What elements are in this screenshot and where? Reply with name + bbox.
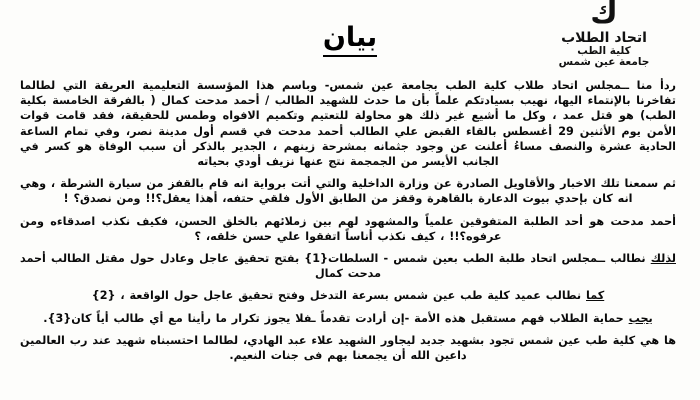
paragraph-demand-1: لذلك نطالب ــمجلس اتحاد طلبة الطب بعين شمس - السلطات{1} بفتح تحقيق عاجل وعادل حول مقتل الطالب أحمد مدحت كمال <box>20 252 676 281</box>
page-title <box>260 22 440 53</box>
paragraph-ministry-account: ثم سمعنا تلك الاخبار والأقاويل الصادرة عن وزارة الداخلية والتي أتت برواية انه قام بالقفز من سيارة الشرطة ، وهي انه كان بإحدي بيوت الدعارة بالقاهرة وقفز من الطابق الأول فلقي حتفه، أهذا يعقل؟!! ومن نصدق؟ ! <box>20 177 676 206</box>
logo-faculty-name: كلية الطب <box>577 45 631 57</box>
logo-mark-icon: ك <box>590 0 618 30</box>
paragraph-demand-2: كما نطالب عميد كلية طب عين شمس بسرعة التدخل وفتح تحقيق عاجل حول الواقعة ، {2} <box>91 289 605 303</box>
document-body <box>14 78 686 363</box>
page-title-text: بيان <box>323 22 377 57</box>
paragraph-character-defense: أحمد مدحت هو أحد الطلبة المتفوقين علمياً والمشهود لهم بين زملائهم بالخلق الحسن، فكيف نكذب اصدقاءه ومن عرفوه؟!! ، كيف نكذب أناساً اتفقوا علي حسن خلقه، ؟ <box>20 214 676 243</box>
logo-university-name: جامعة عين شمس <box>558 55 650 68</box>
paragraph-intro: ردأ منا ــمجلس اتحاد طلاب كلية الطب بجامعة عين شمس- وباسم هذا المؤسسة التعليمية العريقة التي لطالما تفاخرنا بالإنتماء اليها، نهيب بسيادتكم علماً بأن ما حدث للشهيد الطالب / أحمد مدحت كمال ( بالفرقة الخامسة بكلية الطب) هو قتل عمد ، وكل ما أشيع غير ذلك هو محاولة للتعتيم وتكميم الافواه وطمس للحقيقة، فقد قامت قوات الأمن يوم الأثنين 29 أغسطس بالقاء القبض علي الطالب أحمد مدحت في قسم أول مدينة نصر، وفي تمام الساعة الحادية عشرة والنصف مساءُ أعلنت عن وجود جثمانه بمشرحة زينهم ، الجدير بالذكر أن سبب الوفاة هو كسر في الجانب الأيسر من الجمجمة نتج عنها نزيف أودي بحياته <box>20 79 677 169</box>
paragraph-demand-3: يجب حماية الطلاب فهم مستقبل هذه الأمة -إن أرادت تقدماً ـفلا يجوز تكرار ما رأينا مع أي طالب أياً كان{3}. <box>43 311 653 325</box>
student-union-logo <box>524 0 684 67</box>
paragraph-closing: ها هي كلية طب عين شمس تجود بشهيد جديد ليجاور الشهيد علاء عبد الهادي، لطالما احتسبناه شهيد عند رب العالمين داعين الله أن يجمعنا بهم فى جنات النعيم. <box>20 333 676 363</box>
logo-organization-name: اتحاد الطلاب <box>561 30 647 46</box>
document-header <box>14 0 686 78</box>
